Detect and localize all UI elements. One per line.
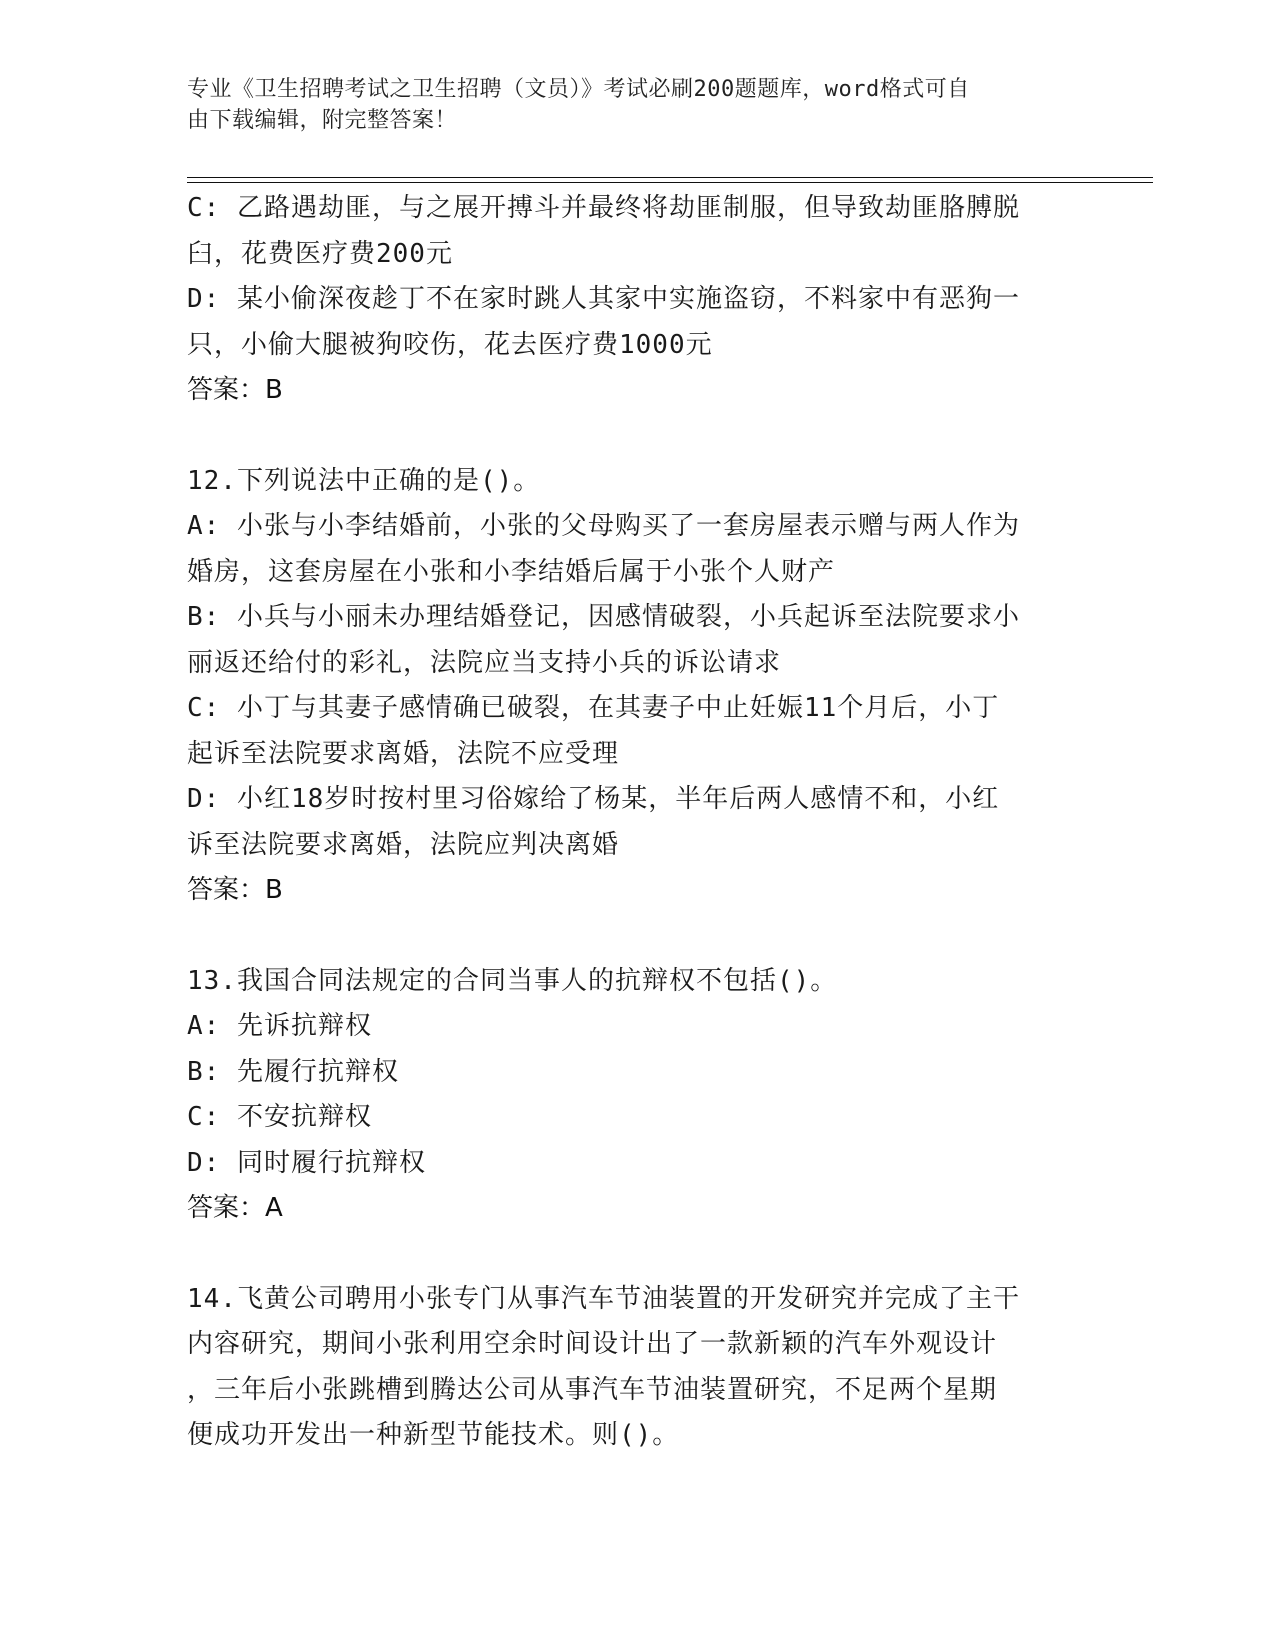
q14-stem-line-2: 内容研究，期间小张利用空余时间设计出了一款新颖的汽车外观设计 bbox=[187, 1329, 998, 1359]
q11-option-c-line-2: 臼，花费医疗费200元 bbox=[187, 238, 453, 269]
document-header bbox=[187, 74, 1067, 136]
q13-option-b: B: 先履行抗辩权 bbox=[187, 1056, 399, 1087]
q13-option-a: A: 先诉抗辩权 bbox=[187, 1011, 372, 1041]
question-11 bbox=[187, 186, 1087, 414]
q14-stem-line-4: 便成功开发出一种新型节能技术。则()。 bbox=[187, 1420, 680, 1450]
header-rule-bottom bbox=[187, 182, 1153, 183]
spacer bbox=[187, 414, 1087, 459]
document-body bbox=[187, 186, 1087, 1459]
q11-option-d-line-1: D: 某小偷深夜趁丁不在家时跳人其家中实施盗窃，不料家中有恶狗一 bbox=[187, 284, 1020, 314]
q12-option-d-line-2: 诉至法院要求离婚，法院应判决离婚 bbox=[187, 829, 620, 860]
q14-stem-line-3: ，三年后小张跳槽到腾达公司从事汽车节油装置研究，不足两个星期 bbox=[187, 1374, 998, 1405]
question-12 bbox=[187, 459, 1087, 914]
q11-answer: 答案：B bbox=[187, 375, 283, 405]
q12-option-d-line-1: D: 小红18岁时按村里习俗嫁给了杨某，半年后两人感情不和，小红 bbox=[187, 784, 1000, 814]
question-14 bbox=[187, 1277, 1087, 1459]
q12-answer: 答案：B bbox=[187, 875, 283, 905]
q12-option-a-line-1: A: 小张与小李结婚前，小张的父母购买了一套房屋表示赠与两人作为 bbox=[187, 511, 1020, 541]
header-line-1: 专业《卫生招聘考试之卫生招聘（文员）》考试必刷200题题库，word格式可自 bbox=[187, 77, 970, 102]
q12-option-a-line-2: 婚房，这套房屋在小张和小李结婚后属于小张个人财产 bbox=[187, 556, 836, 587]
q13-option-c: C: 不安抗辩权 bbox=[187, 1102, 372, 1132]
q13-answer: 答案：A bbox=[187, 1193, 283, 1223]
q12-stem: 12.下列说法中正确的是()。 bbox=[187, 465, 541, 496]
q13-stem: 13.我国合同法规定的合同当事人的抗辩权不包括()。 bbox=[187, 965, 838, 996]
q14-stem-line-1: 14.飞黄公司聘用小张专门从事汽车节油装置的开发研究并完成了主干 bbox=[187, 1283, 1020, 1314]
question-13 bbox=[187, 959, 1087, 1232]
spacer bbox=[187, 914, 1087, 959]
q12-option-b-line-2: 丽返还给付的彩礼，法院应当支持小兵的诉讼请求 bbox=[187, 647, 782, 678]
q11-option-d-line-2: 只，小偷大腿被狗咬伤，花去医疗费1000元 bbox=[187, 329, 713, 360]
q11-option-c-line-1: C: 乙路遇劫匪，与之展开搏斗并最终将劫匪制服，但导致劫匪胳膊脱 bbox=[187, 193, 1020, 223]
q12-option-b-line-1: B: 小兵与小丽未办理结婚登记，因感情破裂，小兵起诉至法院要求小 bbox=[187, 602, 1020, 632]
q12-option-c-line-1: C: 小丁与其妻子感情确已破裂，在其妻子中止妊娠11个月后，小丁 bbox=[187, 693, 1000, 723]
q13-option-d: D: 同时履行抗辩权 bbox=[187, 1147, 426, 1178]
header-line-2: 由下载编辑，附完整答案！ bbox=[187, 108, 458, 133]
spacer bbox=[187, 1232, 1087, 1277]
header-rule-top bbox=[187, 177, 1153, 178]
q12-option-c-line-2: 起诉至法院要求离婚，法院不应受理 bbox=[187, 738, 620, 769]
